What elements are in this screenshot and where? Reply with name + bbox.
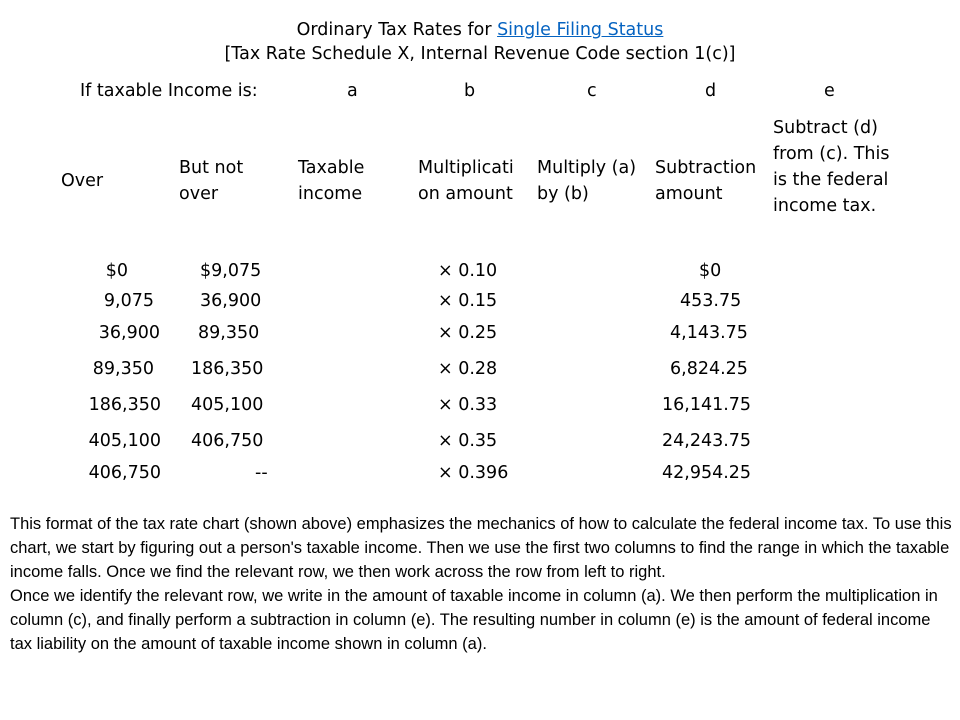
row-over: 9,075: [103, 291, 154, 311]
single-filing-status-link[interactable]: Single Filing Status: [497, 20, 664, 40]
column-letter-d: d: [705, 81, 717, 101]
title-prefix: Ordinary Tax Rates for: [296, 20, 498, 40]
header-taxable-income: Taxable income: [298, 158, 365, 204]
column-letter-c: c: [587, 81, 597, 101]
column-letter-e: e: [824, 81, 835, 101]
row-rate: × 0.28: [438, 359, 498, 379]
row-but-not-over: 406,750: [191, 431, 264, 451]
row-subtraction: 24,243.75: [662, 431, 752, 451]
lead-label: If taxable Income is:: [80, 81, 258, 101]
row-subtraction: 16,141.75: [662, 395, 752, 415]
header-multiply-a-by-b: [537, 155, 647, 207]
column-letter-b: b: [464, 81, 476, 101]
row-over: 89,350: [92, 359, 154, 379]
explanation-text: [10, 512, 955, 656]
row-over: $0: [105, 261, 128, 281]
row-over: 405,100: [88, 431, 161, 451]
row-but-not-over: $9,075: [200, 261, 262, 281]
row-subtraction: 453.75: [680, 291, 742, 311]
header-multiply-part1: Multiply (a): [537, 158, 637, 178]
row-but-not-over: --: [255, 463, 268, 483]
row-rate: × 0.396: [438, 463, 509, 483]
header-multiplication-part1: Multiplicati: [418, 158, 514, 178]
row-rate: × 0.25: [438, 323, 498, 343]
header-but-not-over: But not over: [179, 158, 244, 204]
header-multiply-part2: by (b): [537, 184, 589, 204]
row-rate: × 0.33: [438, 395, 498, 415]
row-rate: × 0.10: [438, 261, 498, 281]
row-subtraction: $0: [699, 261, 722, 281]
header-subtract-d-from-c: Subtract (d) from (c). This is the federal income tax.: [773, 118, 890, 216]
row-over: 36,900: [98, 323, 160, 343]
row-subtraction: 6,824.25: [670, 359, 748, 379]
row-but-not-over: 89,350: [198, 323, 260, 343]
row-but-not-over: 405,100: [191, 395, 264, 415]
page-subtitle: [Tax Rate Schedule X, Internal Revenue Code section 1(c)]: [224, 44, 736, 64]
column-letter-a: a: [347, 81, 358, 101]
header-multiplication-amount: [418, 155, 520, 207]
explanation-paragraph-1: This format of the tax rate chart (shown above) emphasizes the mechanics of how to calculate the federal income tax. To use this chart, we start by figuring out a person's taxable income. Then we use the first two columns to find the range in which the taxable income falls. Once we find the relevant row, we then work across the row from left to right.: [10, 515, 952, 581]
explanation-paragraph-2: Once we identify the relevant row, we write in the amount of taxable income in column (a). We then perform the multiplication in column (c), and finally perform a subtraction in column (e). The resulting number in column (e) is the amount of federal income tax liability on the amount of taxable income shown in column (a).: [10, 587, 938, 653]
row-rate: × 0.35: [438, 431, 498, 451]
row-but-not-over: 36,900: [200, 291, 262, 311]
header-multiplication-part2: on amount: [418, 184, 513, 204]
header-subtraction-amount: Subtraction amount: [655, 158, 757, 204]
row-over: 406,750: [88, 463, 161, 483]
row-subtraction: 42,954.25: [662, 463, 752, 483]
row-over: 186,350: [88, 395, 161, 415]
row-rate: × 0.15: [438, 291, 498, 311]
row-subtraction: 4,143.75: [670, 323, 748, 343]
header-over: Over: [61, 171, 104, 191]
row-but-not-over: 186,350: [191, 359, 264, 379]
